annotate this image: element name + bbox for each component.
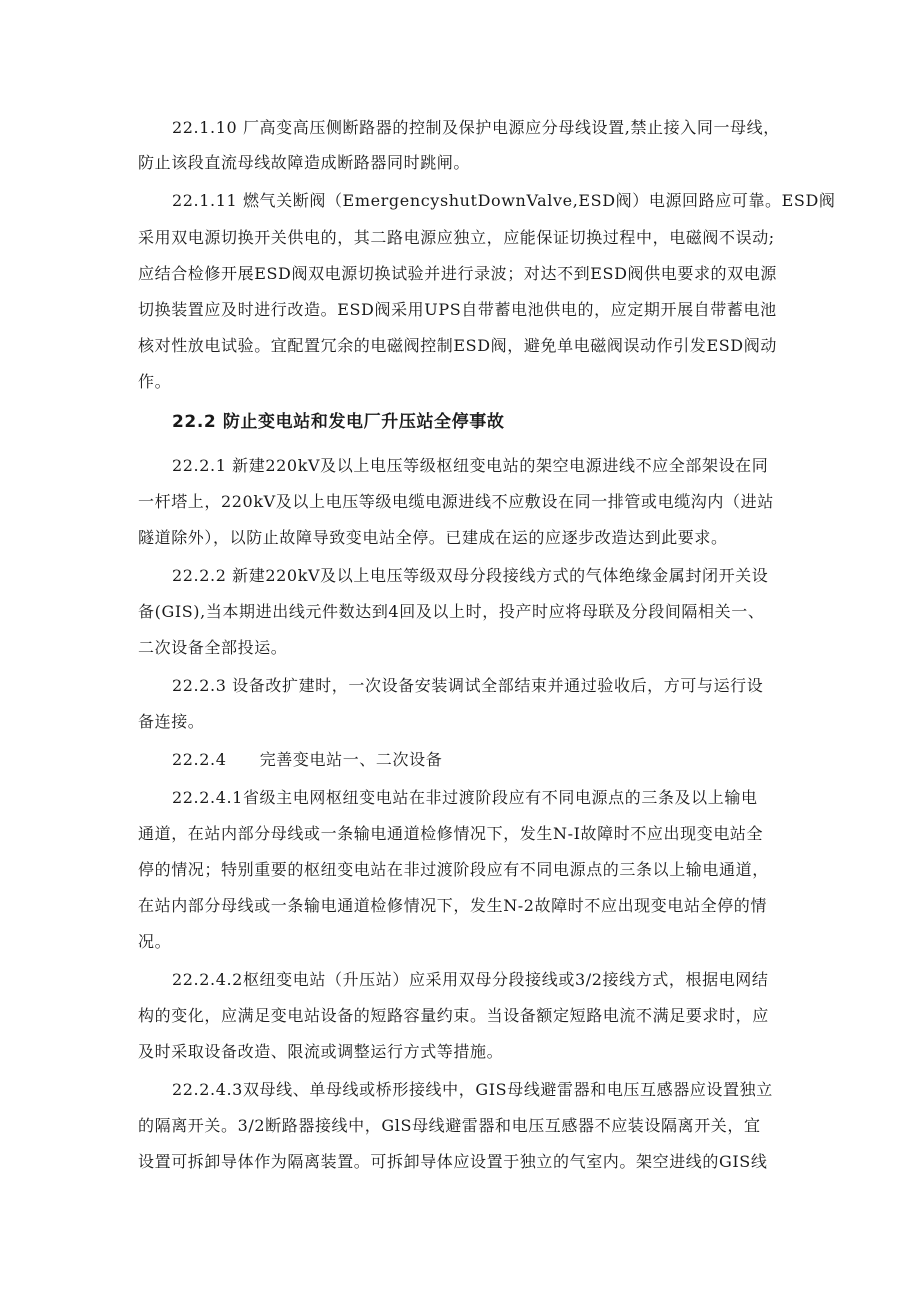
para-22-1-10-line-2: 防止该段直流母线故障造成断路器同时跳闸。	[138, 153, 471, 172]
para-22-2-2-line-1: 22.2.2 新建220kV及以上电压等级双母分段接线方式的气体绝缘金属封闭开关设	[172, 566, 769, 585]
para-22-2-4-1-line-4: 在站内部分母线或一条输电通道检修情况下，发生N-2故障时不应出现变电站全停的情	[138, 896, 767, 915]
para-22-2-4-3-line-2: 的隔离开关。3/2断路器接线中，GlS母线避雷器和电压互感器不应装设隔离开关，宜	[138, 1116, 761, 1135]
section-heading-22-2-4: 22.2.4 完善变电站一、二次设备	[172, 750, 443, 769]
para-22-2-4-1-line-2: 通道，在站内部分母线或一条输电通道检修情况下，发生N-I故障时不应出现变电站全	[138, 824, 764, 843]
para-22-2-4-2-line-2: 构的变化，应满足变电站设备的短路容量约束。当设备额定短路电流不满足要求时，应	[138, 1006, 769, 1025]
para-22-1-11-line-4: 切换装置应及时进行改造。ESD阀采用UPS自带蓄电池供电的，应定期开展自带蓄电池	[138, 300, 777, 319]
para-22-2-1-line-1: 22.2.1 新建220kV及以上电压等级枢纽变电站的架空电源进线不应全部架设在同	[172, 456, 769, 475]
para-22-2-4-3-line-3: 设置可拆卸导体作为隔离装置。可拆卸导体应设置于独立的气室内。架空进线的GIS线	[138, 1152, 768, 1171]
para-22-2-1-line-3: 隧道除外），以防止故障导致变电站全停。已建成在运的应逐步改造达到此要求。	[138, 528, 728, 547]
para-22-1-11-line-5: 核对性放电试验。宜配置冗余的电磁阀控制ESD阀，避免单电磁阀误动作引发ESD阀动	[138, 336, 777, 355]
para-22-2-4-2-line-1: 22.2.4.2枢纽变电站（升压站）应采用双母分段接线或3/2接线方式，根据电网结	[172, 970, 769, 989]
para-22-2-4-3-line-1: 22.2.4.3双母线、单母线或桥形接线中，GIS母线避雷器和电压互感器应设置独立	[172, 1080, 773, 1099]
para-22-2-1-line-2: 一杆塔上，220kV及以上电压等级电缆电源进线不应敷设在同一排管或电缆沟内（进站	[138, 492, 774, 511]
para-22-1-11-line-6: 作。	[138, 372, 172, 391]
para-22-1-11-line-3: 应结合检修开展ESD阀双电源切换试验并进行录波；对达不到ESD阀供电要求的双电源	[138, 264, 777, 283]
section-heading-22-2: 22.2 防止变电站和发电厂升压站全停事故	[172, 412, 505, 432]
para-22-1-11-line-2: 采用双电源切换开关供电的，其二路电源应独立，应能保证切换过程中，电磁阀不误动;	[138, 228, 775, 247]
para-22-1-10-line-1: 22.1.10 厂高变高压侧断路器的控制及保护电源应分母线设置,禁止接入同一母线，	[172, 118, 780, 137]
para-22-2-4-1-line-5: 况。	[138, 932, 172, 951]
para-22-2-4-1-line-1: 22.2.4.1省级主电网枢纽变电站在非过渡阶段应有不同电源点的三条及以上输电	[172, 788, 758, 807]
para-22-2-3-line-1: 22.2.3 设备改扩建时，一次设备安装调试全部结束并通过验收后，方可与运行设	[172, 676, 764, 695]
para-22-2-4-1-line-3: 停的情况；特别重要的枢纽变电站在非过渡阶段应有不同电源点的三条以上输电通道，	[138, 860, 769, 879]
para-22-2-2-line-3: 二次设备全部投运。	[138, 638, 288, 657]
para-22-2-2-line-2: 备(GIS),当本期进出线元件数达到4回及以上时，投产时应将母联及分段间隔相关一、	[138, 602, 765, 621]
para-22-2-3-line-2: 备连接。	[138, 712, 205, 731]
para-22-1-11-line-1: 22.1.11 燃气关断阀（EmergencyshutDownValve,ESD阀）电源回路应可靠。ESD阀	[172, 191, 836, 210]
para-22-2-4-2-line-3: 及时采取设备改造、限流或调整运行方式等措施。	[138, 1042, 504, 1061]
